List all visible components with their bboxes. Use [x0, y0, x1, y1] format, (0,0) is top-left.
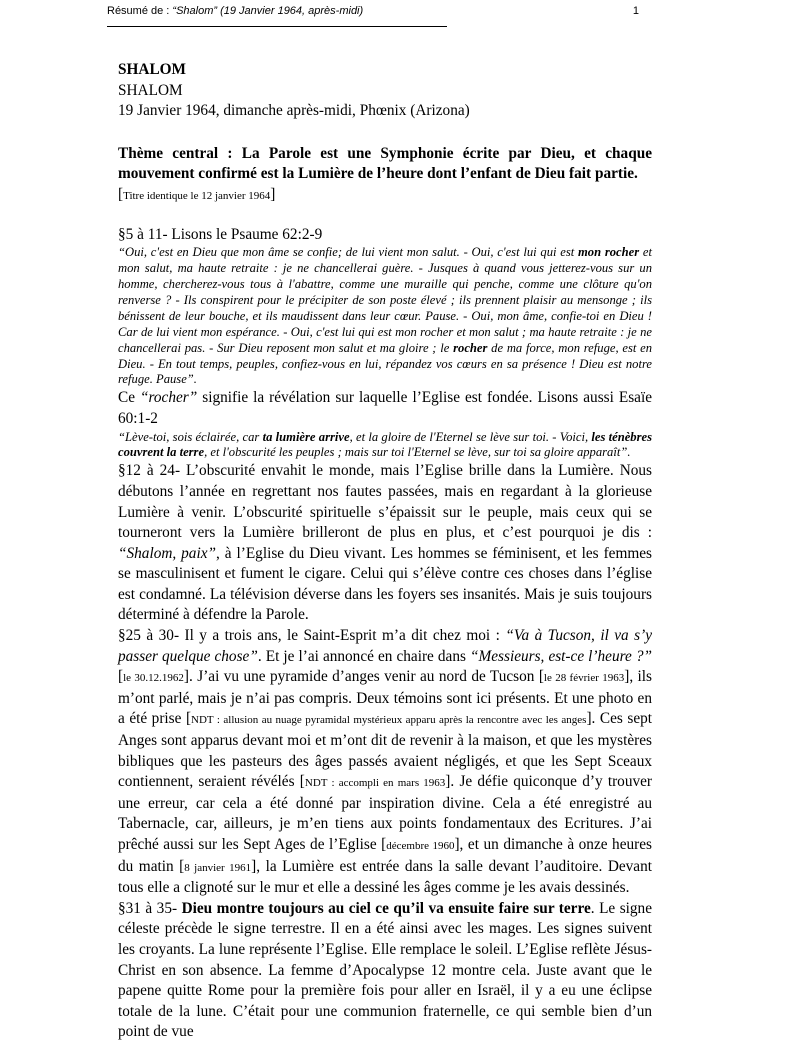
- doc-title: SHALOM: [118, 81, 183, 99]
- header-title: Résumé de : “Shalom” (19 Janvier 1964, après-midi): [107, 5, 364, 17]
- header-rule: [107, 26, 447, 27]
- paragraph-section-25: §25 à 30- Il y a trois ans, le Saint-Esprit m’a dit chez moi : “Va à Tucson, il va s’y passer quelque chose”. Et je l’ai annoncé en chaire dans “Messieurs, est-ce l’heure ?” [le 30.12.1962]. J’ai vu une pyramide d’anges venir au nord de Tucson [le 28 février 1963], ils m’ont parlé, mais je n’ai pas compris. Deux témoins sont ici présents. Et une photo en a été prise [NDT : allusion au nuage pyramidal mystérieux apparu après la rencontre avec les anges]. Ces sept Anges sont apparus devant moi et m’ont dit de revenir à la maison, et que les mystères bibliques que les pasteurs des âges passés avaient négligés, et que les Sept Sceaux contiennent, seraient révélés [NDT : accompli en mars 1963]. Je défie quiconque d’y trouver une erreur, car cela a été donné par inspiration divine. Cela a été enregistré au Tabernacle, car, ailleurs, je m’en tiens aux points fondamentaux des Ecritures. J’ai prêché aussi sur les Sept Ages de l’Eglise [décembre 1960], et un dimanche à onze heures du matin [8 janvier 1961], la Lumière est entrée dans la salle devant l’auditoire. Devant tous elle a clignoté sur le mur et elle a dessiné les âges comme je les avais dessinés.: [118, 627, 653, 897]
- section-5-heading: §5 à 11- Lisons le Psaume 62:2-9: [118, 225, 323, 243]
- quote-isaiah-60: “Lève-toi, sois éclairée, car ta lumière arrive, et la gloire de l'Eternel se lève sur toi. - Voici, les ténèbres couvrent la terre, et l'obscurité les peuples ; mais sur toi l'Eternel se lève, sur toi sa gloire apparaît”.: [118, 429, 653, 460]
- paragraph-rocher: Ce “rocher” signifie la révélation sur laquelle l’Eglise est fondée. Lisons aussi Esaïe 60:1-2: [118, 389, 652, 427]
- central-theme: Thème central : La Parole est une Symphonie écrite par Dieu, et chaque mouvement confirmé est la Lumière de l’heure dont l’enfant de Dieu fait partie.: [118, 144, 652, 183]
- paragraph-section-31: §31 à 35- Dieu montre toujours au ciel ce qu’il va ensuite faire sur terre. Le signe céleste précède le signe terrestre. Il en a été ainsi avec les mages. Les signes suivent les croyants. La lune représente l’Eglise. Elle remplace le soleil. L’Eglise reflète Jésus-Christ en son absence. La femme d’Apocalypse 12 montre cela. Juste avant que le papene quitte Rome pour la première fois pour aller en Israël, il y a eu une éclipse totale de la lune. C’était pour une communion fraternelle, ce qui semble bien d’un point de vue: [118, 899, 652, 1041]
- title-note: [Titre identique le 12 janvier 1964]: [118, 185, 276, 203]
- page-number: 1: [632, 5, 639, 17]
- doc-date-place: 19 Janvier 1964, dimanche après-midi, Phœnix (Arizona): [118, 102, 470, 120]
- document-body: [118, 60, 652, 1043]
- spacer: [118, 122, 652, 144]
- quote-psalm-62: “Oui, c'est en Dieu que mon âme se confie; de lui vient mon salut. - Oui, c'est lui qui est mon rocher et mon salut, ma haute retraite : je ne chancellerai guère. - Jusques à quand vous jetterez-vous sur un homme, chercherez-vous tous à l'abattre, comme une muraille qui penche, comme une clôture qu'on renverse ? - Ils conspirent pour le précipiter de son poste élevé ; ils prennent plaisir au mensonge ; ils bénissent de leur bouche, et ils maudissent dans leur cœur. Pause. - Oui, mon âme, confie-toi en Dieu ! Car de lui vient mon espérance. - Oui, c'est lui qui est mon rocher et mon salut ; ma haute retraite : je ne chancellerai pas. - Sur Dieu reposent mon salut et ma gloire ; le rocher de ma force, mon refuge, est en Dieu. - En tout temps, peuples, confiez-vous en lui, répandez vos cœurs en sa présence ! Dieu est notre refuge. Pause”.: [118, 245, 653, 387]
- header-title-italic: “Shalom” (19 Janvier 1964, après-midi): [172, 5, 364, 17]
- spacer: [118, 207, 652, 225]
- paragraph-section-12: §12 à 24- L’obscurité envahit le monde, mais l’Eglise brille dans la Lumière. Nous débutons l’année en regrettant nos fautes passées, mais en regardant à la glorieuse Lumière à venir. L’obscurité spirituelle s’épaissit sur le peuple, mais ceux qui se tourneront vers la Lumière brilleront de plus en plus, et c’est pourquoi je dis : “Shalom, paix”, à l’Eglise du Dieu vivant. Les hommes se féminisent, et les femmes se masculinisent et fument le cigare. Celui qui s’élève contre ces choses dans l’église est condamné. La télévision déverse dans les foyers ses insanités. Mais je suis toujours déterminé à défendre la Parole.: [118, 462, 652, 624]
- doc-title-bold: SHALOM: [118, 61, 186, 78]
